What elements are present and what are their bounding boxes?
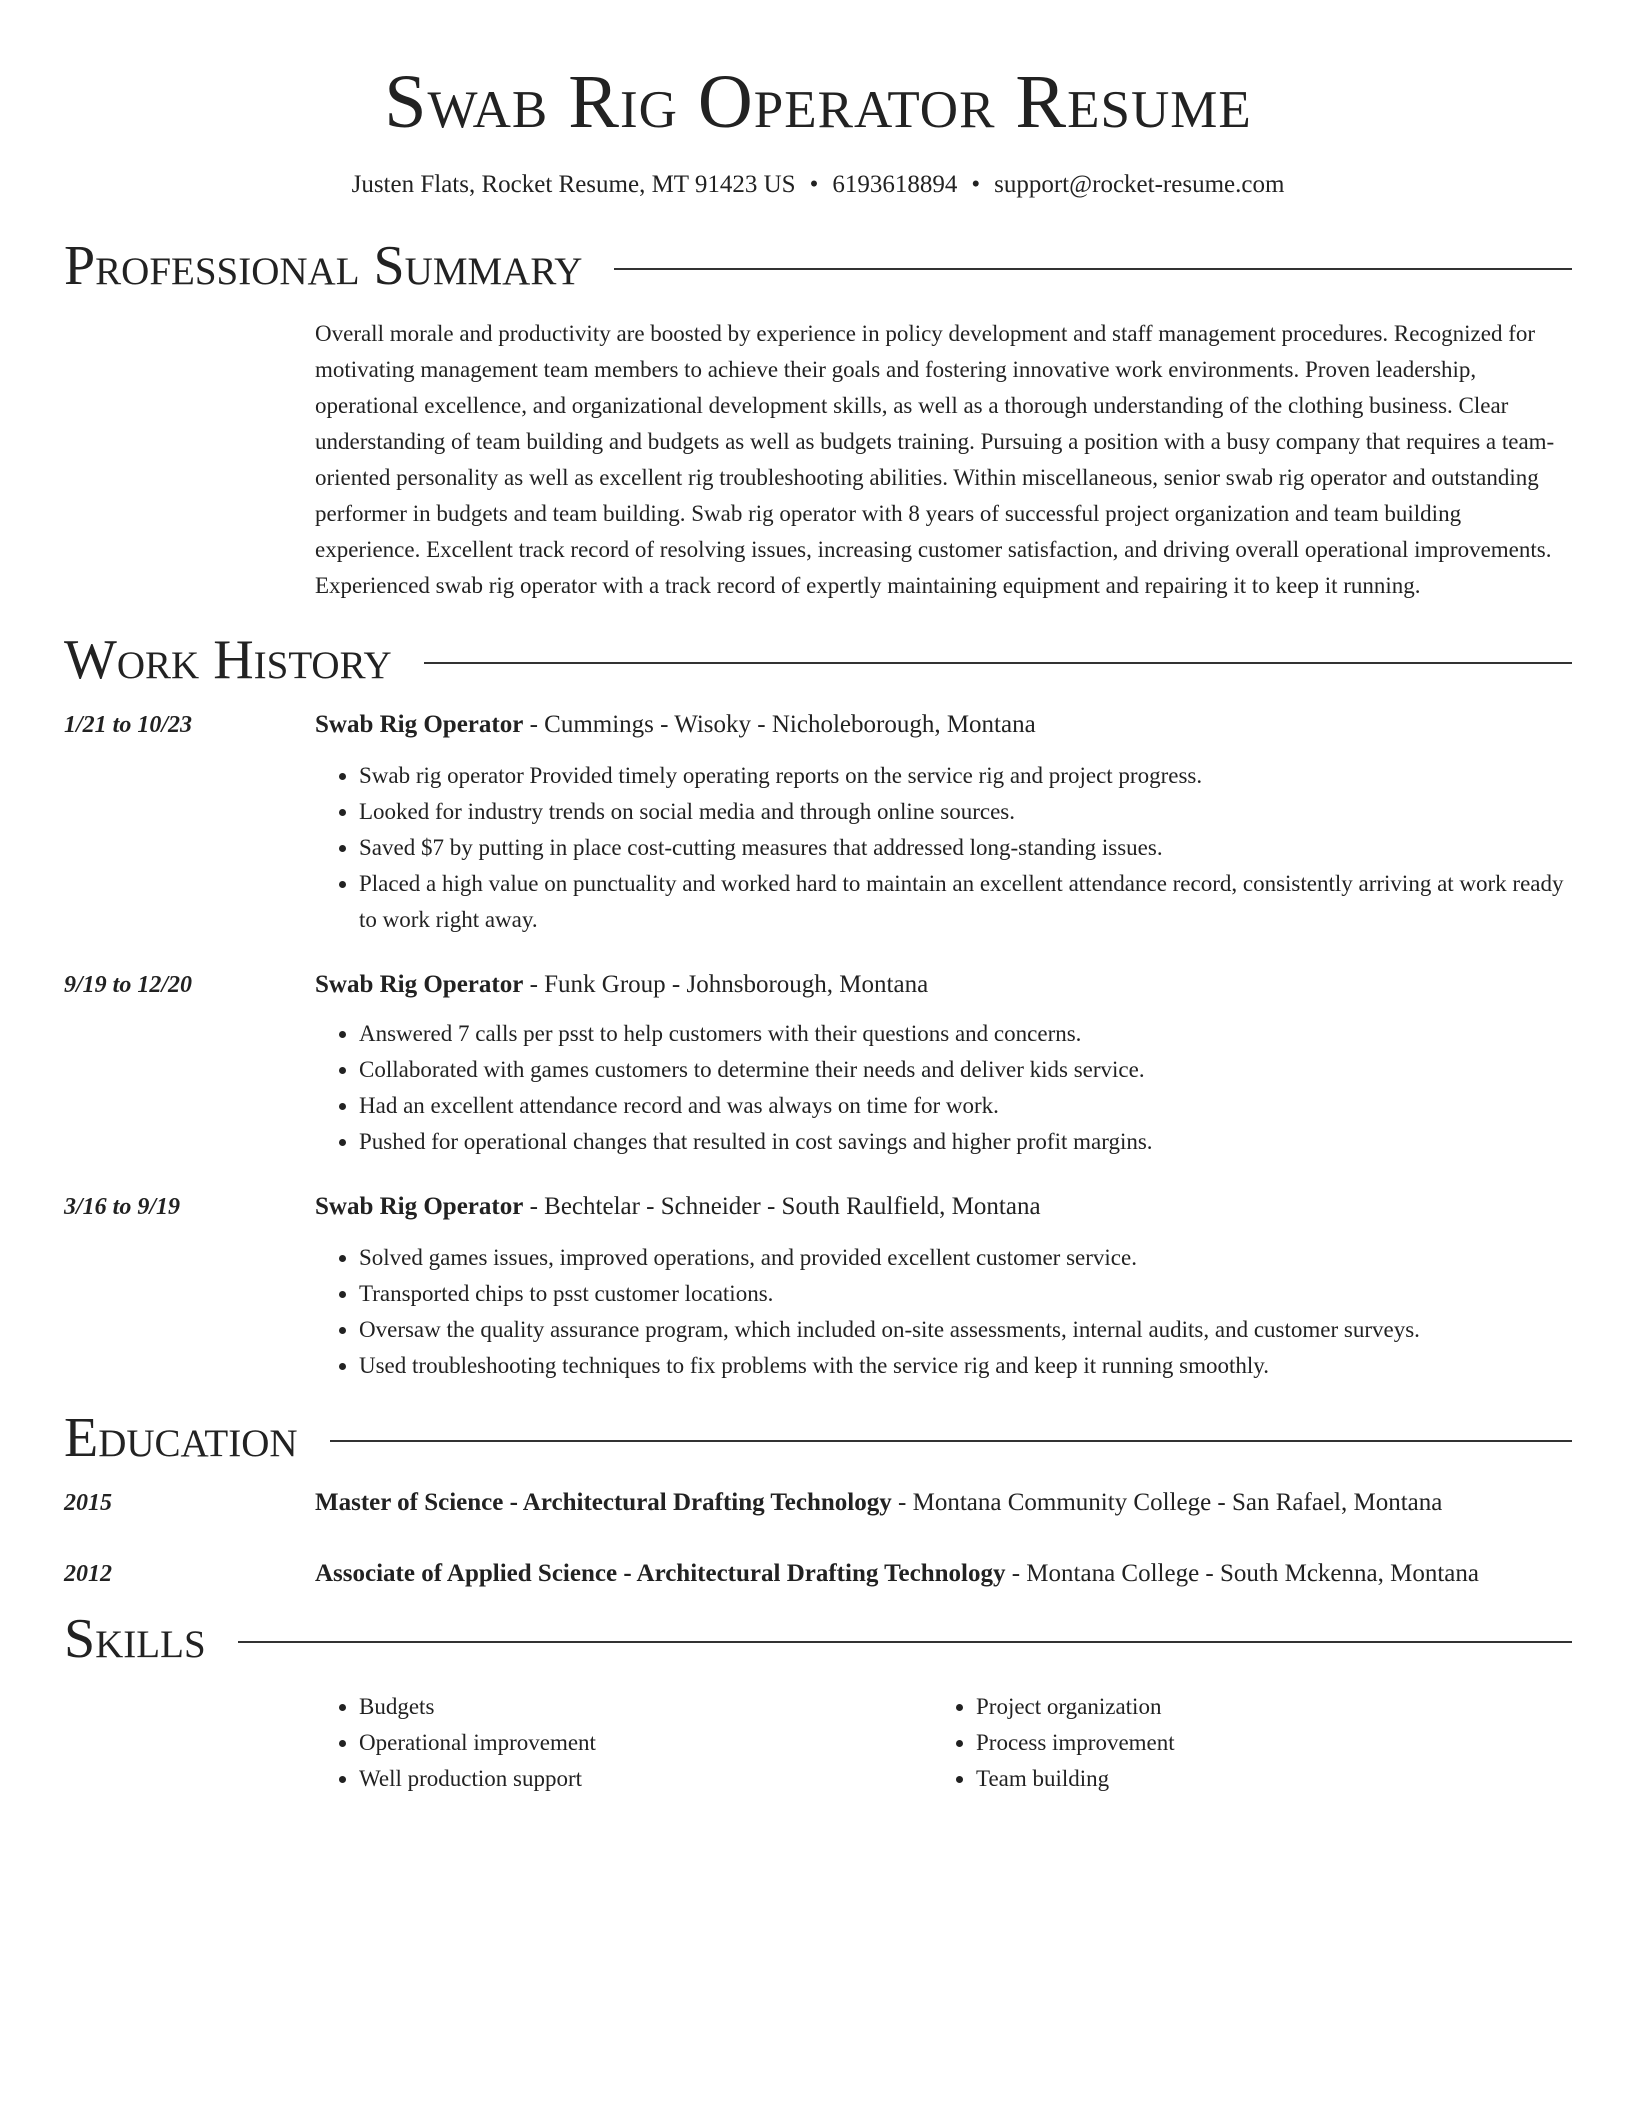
contact-line: [64, 170, 1572, 200]
skills-bullets: [315, 1689, 932, 1797]
work-heading: Work History: [64, 629, 392, 691]
section-divider: [238, 1641, 1572, 1643]
skill-item: • Process improvement: [976, 1725, 1549, 1761]
job-bullet: • Transported chips to psst customer locations.: [359, 1276, 1572, 1312]
education-line: [315, 1559, 1572, 1589]
job-bullet: • Pushed for operational changes that resulted in cost savings and higher profit margins.: [359, 1124, 1572, 1160]
education-section-header: [64, 1407, 1572, 1469]
job-employer: - Funk Group - Johnsborough, Montana: [523, 971, 929, 998]
education-year: 2015: [64, 1490, 112, 1516]
job-dates: 1/21 to 10/23: [64, 712, 193, 738]
job-heading-line: [315, 710, 1572, 740]
education-heading: Education: [64, 1407, 298, 1469]
work-section-header: [64, 629, 1572, 691]
skills-list: [315, 1689, 1572, 1797]
job-bullet: • Looked for industry trends on social media and through online sources.: [359, 794, 1572, 830]
resume-title: Swab Rig Operator Resume: [384, 60, 1252, 144]
contact-phone: 6193618894: [832, 171, 958, 198]
job-bullet: • Saved $7 by putting in place cost-cutting measures that addressed long-standing issues.: [359, 830, 1572, 866]
job-entry: [64, 1192, 1572, 1384]
skill-item: • Well production support: [359, 1761, 932, 1797]
job-title: Swab Rig Operator: [315, 711, 524, 738]
job-bullet: • Answered 7 calls per psst to help customers with their questions and concerns.: [359, 1016, 1572, 1052]
skill-item: • Team building: [976, 1761, 1549, 1797]
job-bullet: • Oversaw the quality assurance program, which included on-site assessments, internal audits, and customer surveys.: [359, 1312, 1572, 1348]
job-entry: [64, 970, 1572, 1160]
job-dates: 3/16 to 9/19: [64, 1194, 181, 1220]
contact-address: Justen Flats, Rocket Resume, MT 91423 US: [351, 171, 796, 198]
education-school: - Montana College - South Mckenna, Montana: [1005, 1560, 1479, 1587]
job-title: Swab Rig Operator: [315, 971, 524, 998]
summary-section-header: [64, 235, 1572, 297]
job-content: [315, 970, 1572, 1160]
education-entry: [64, 1559, 1572, 1589]
job-heading-line: [315, 970, 1572, 1000]
education-entry: [64, 1488, 1572, 1518]
job-bullets: [315, 1016, 1572, 1160]
skill-item: • Budgets: [359, 1689, 932, 1725]
job-heading-line: [315, 1192, 1572, 1222]
job-content: [315, 710, 1572, 938]
job-bullet: • Used troubleshooting techniques to fix problems with the service rig and keep it running smoothly.: [359, 1348, 1572, 1384]
job-dates: 9/19 to 12/20: [64, 972, 193, 998]
job-title: Swab Rig Operator: [315, 1193, 524, 1220]
job-bullets: [315, 758, 1572, 938]
job-employer: - Bechtelar - Schneider - South Raulfield, Montana: [523, 1193, 1041, 1220]
skills-bullets: [932, 1689, 1549, 1797]
contact-email: support@rocket-resume.com: [994, 171, 1285, 198]
skills-column-right: [932, 1689, 1549, 1797]
job-content: [315, 1192, 1572, 1384]
job-entry: [64, 710, 1572, 938]
section-divider: [330, 1440, 1572, 1442]
education-degree: Master of Science - Architectural Drafting Technology: [315, 1489, 892, 1516]
resume-page: [64, 0, 1572, 1797]
skills-section-header: [64, 1608, 1572, 1670]
skills-column-left: [315, 1689, 932, 1797]
skills-heading: Skills: [64, 1608, 206, 1670]
education-school: - Montana Community College - San Rafael, Montana: [891, 1489, 1443, 1516]
job-bullet: • Solved games issues, improved operations, and provided excellent customer service.: [359, 1240, 1572, 1276]
section-divider: [424, 662, 1572, 664]
job-bullet: • Had an excellent attendance record and was always on time for work.: [359, 1088, 1572, 1124]
summary-heading: Professional Summary: [64, 235, 583, 297]
education-year: 2012: [64, 1561, 112, 1587]
summary-text: Overall morale and productivity are boosted by experience in policy development and staff management procedures. Recognized for motivating management team members to achieve their goals and fostering innovative work environments. Proven leadership, operational excellence, and organizational development skills, as well as a thorough understanding of the clothing business. Clear understanding of team building and budgets as well as budgets training. Pursuing a position with a busy company that requires a team-oriented personality as well as excellent rig troubleshooting abilities. Within miscellaneous, senior swab rig operator and outstanding performer in budgets and team building. Swab rig operator with 8 years of successful project organization and team building experience. Excellent track record of resolving issues, increasing customer satisfaction, and driving overall operational improvements. Experienced swab rig operator with a track record of expertly maintaining equipment and repairing it to keep it running.: [315, 321, 1555, 598]
skill-item: • Project organization: [976, 1689, 1549, 1725]
job-employer: - Cummings - Wisoky - Nicholeborough, Montana: [523, 711, 1036, 738]
job-bullet: • Collaborated with games customers to determine their needs and deliver kids service.: [359, 1052, 1572, 1088]
contact-separator: •: [971, 171, 981, 198]
skill-item: • Operational improvement: [359, 1725, 932, 1761]
education-line: [315, 1488, 1572, 1518]
section-divider: [614, 268, 1572, 270]
education-degree: Associate of Applied Science - Architectural Drafting Technology: [315, 1560, 1006, 1587]
job-bullet: • Swab rig operator Provided timely operating reports on the service rig and project progress.: [359, 758, 1572, 794]
contact-separator: •: [809, 171, 819, 198]
job-bullets: [315, 1240, 1572, 1384]
job-bullet: • Placed a high value on punctuality and worked hard to maintain an excellent attendance record, consistently arriving at work ready to work right away.: [359, 866, 1572, 938]
